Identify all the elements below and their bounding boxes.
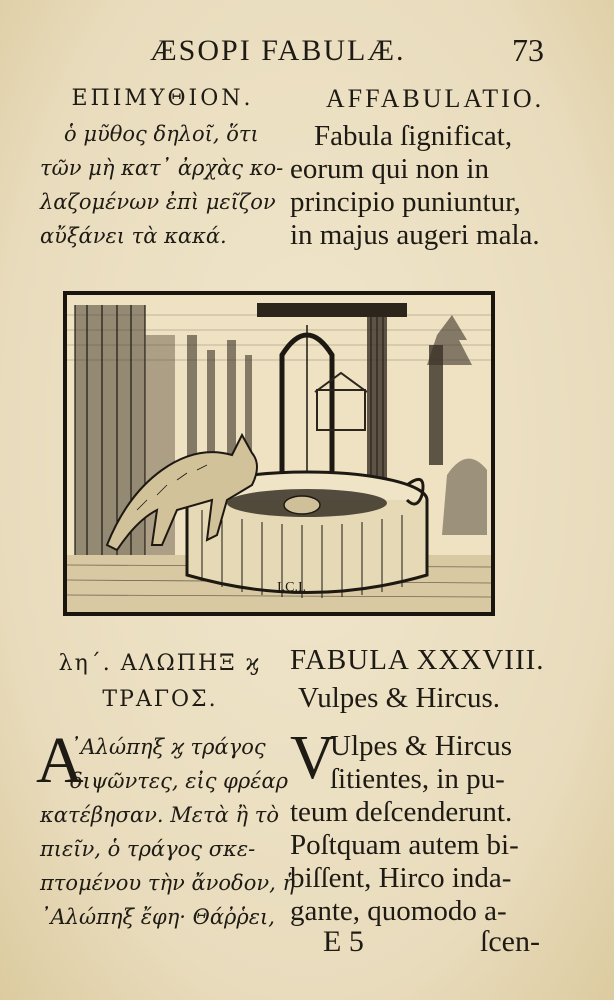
- epimythion-line: τῶν μὴ κατ᾽ ἀρχὰς κο-: [40, 156, 284, 180]
- affabulatio-line: eorum qui non in: [290, 153, 489, 185]
- affabulatio-line: in majus augeri mala.: [290, 219, 540, 251]
- running-head: [0, 26, 614, 76]
- latin-fable-line: Poſtquam autem bi-: [290, 829, 519, 861]
- latin-fable-line: Ulpes & Hircus: [330, 730, 513, 762]
- latin-fable-title: Vulpes & Hircus.: [298, 682, 501, 714]
- latin-fable-heading: [290, 644, 580, 719]
- affabulatio-section: [290, 84, 580, 252]
- epimythion-line: αὔξάνει τὰ κακά.: [40, 224, 227, 248]
- greek-fable-line: πιεῖν, ὁ τράγος σκε-: [40, 837, 256, 861]
- greek-fable-heading: [40, 646, 280, 718]
- latin-fable-line: ſitientes, in pu-: [330, 763, 505, 795]
- catchword: ſcen-: [480, 925, 540, 958]
- latin-fable-line: biſſent, Hirco inda-: [290, 862, 512, 894]
- affabulatio-line: principio puniuntur,: [290, 186, 521, 218]
- running-title: ÆSOPI FABULÆ.: [150, 34, 406, 67]
- epimythion-heading: ΕΠΙΜΥΘΙΟΝ.: [71, 86, 254, 111]
- epimythion-line: ὁ μῦθος δηλοῖ, ὅτι: [64, 122, 259, 146]
- greek-dropcap: Α: [36, 724, 84, 797]
- greek-fable-line: πτομένου τὴν ἄνοδον, ἡ: [40, 871, 296, 895]
- affabulatio-line: Fabula ſignificat,: [314, 120, 513, 152]
- latin-fable-number: FABULA XXXVIII.: [290, 644, 545, 676]
- page-number: 73: [512, 32, 544, 68]
- greek-fable-line: διψῶντες, εἰς φρέαρ: [70, 769, 289, 793]
- greek-fable-heading-line1: λη΄. ΑΛΩΠΗΞ ϗ: [58, 651, 262, 676]
- latin-fable-text: [290, 730, 580, 928]
- signature-mark: E 5: [323, 925, 364, 958]
- woodcut-fox-and-goat: [67, 295, 491, 612]
- epimythion-section: [40, 86, 285, 253]
- woodcut-illustration: [63, 291, 495, 616]
- latin-fable-line: gante, quomodo a-: [290, 895, 507, 927]
- greek-fable-line: κατέβησαν. Μετὰ ἢ τὸ: [40, 803, 279, 827]
- latin-dropcap: V: [290, 724, 335, 792]
- greek-fable-heading-line2: ΤΡΑΓΟΣ.: [102, 687, 218, 712]
- affabulatio-heading: AFFABULATIO.: [325, 84, 545, 113]
- greek-fable-line: ᾽Αλώπηξ ϗ τράγος: [70, 735, 266, 759]
- woodcut-monogram: I.C.I.: [277, 580, 307, 595]
- latin-fable-line: teum deſcenderunt.: [290, 796, 513, 828]
- epimythion-line: λαζομένων ἐπὶ μεῖζον: [40, 190, 276, 214]
- greek-fable-line: ᾽Αλώπηξ ἔφη· Θάῤῥει,: [40, 905, 275, 929]
- greek-fable-text: [40, 730, 296, 934]
